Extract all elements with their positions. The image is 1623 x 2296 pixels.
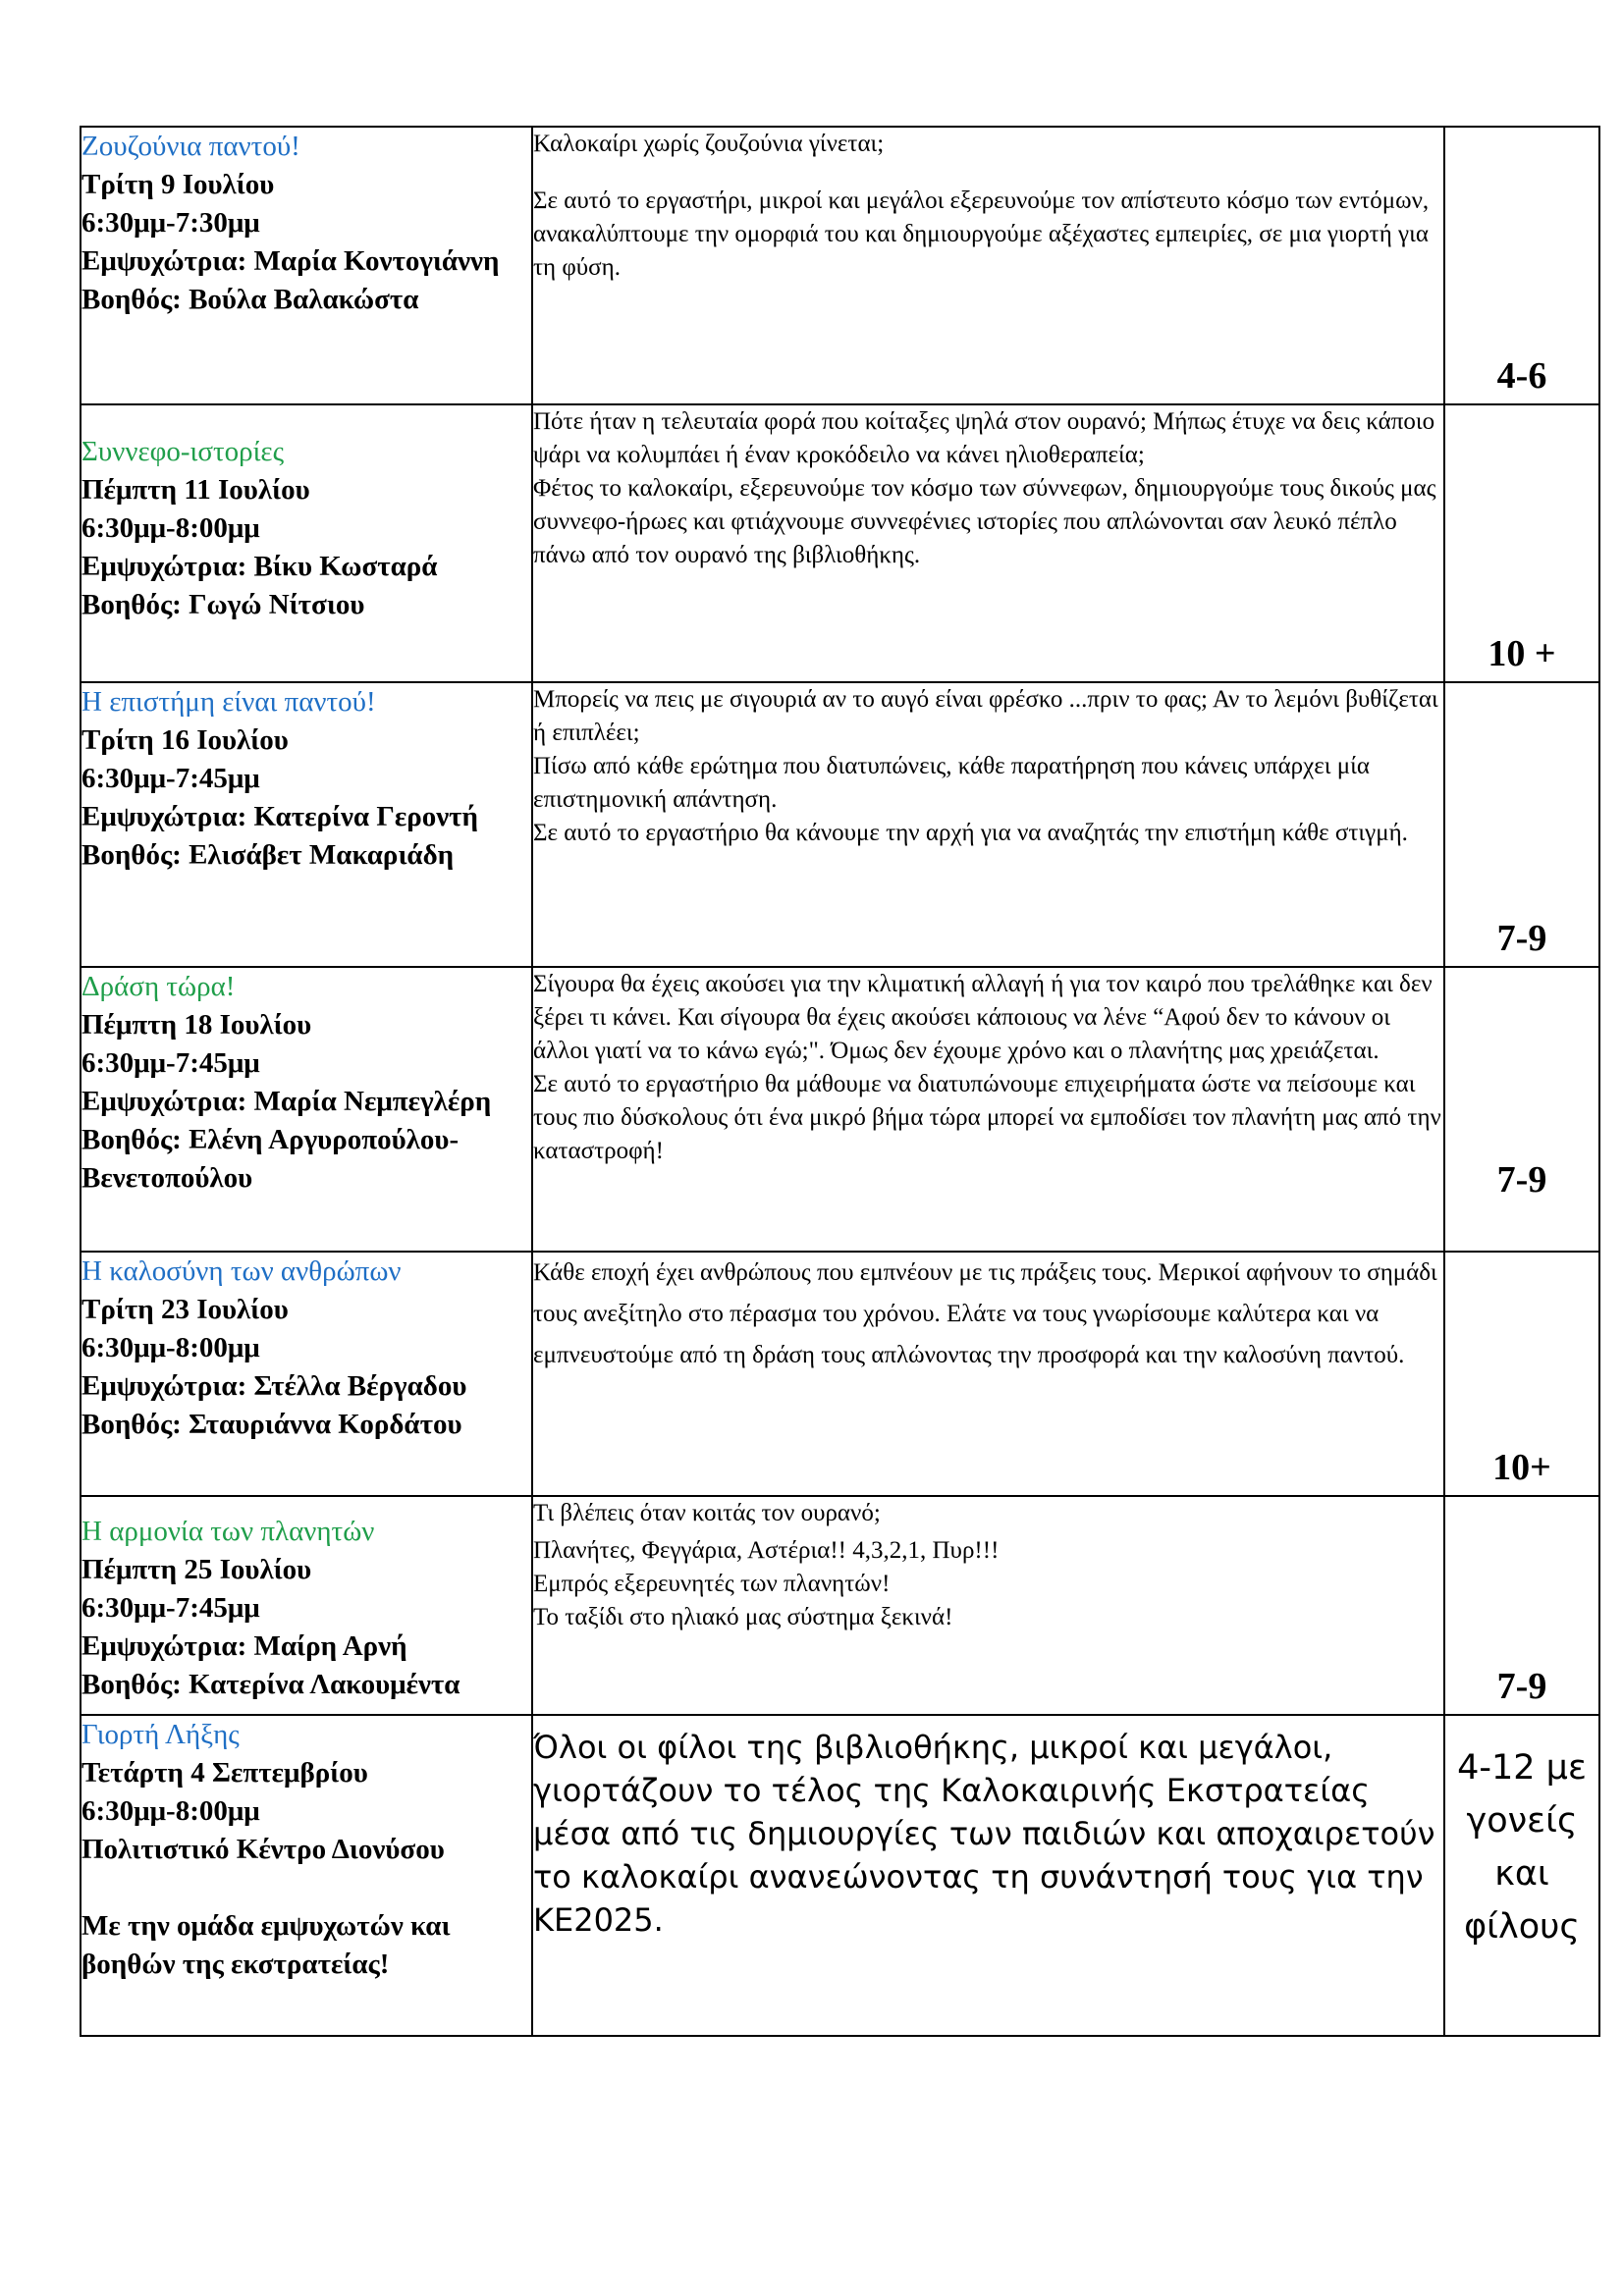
description-paragraph: Τι βλέπεις όταν κοιτάς τον ουρανό; — [533, 1500, 881, 1526]
workshop-assistant: Βοηθός: Γωγώ Νίτσιου — [81, 589, 365, 620]
closing-event-date: Τετάρτη 4 Σεπτεμβρίου — [81, 1757, 368, 1789]
age-range: 4-12 με γονείς και φίλους — [1457, 1748, 1587, 1947]
workshop-host: Εμψυχώτρια: Μαίρη Αρνή — [81, 1630, 407, 1662]
age-range: 7-9 — [1496, 1159, 1547, 1201]
workshop-description — [532, 127, 1444, 404]
closing-event-time: 6:30μμ-8:00μμ — [81, 1795, 260, 1827]
workshop-date: Τρίτη 23 Ιουλίου — [81, 1294, 289, 1325]
description-paragraph: Εμπρός εξερευνητές των πλανητών! — [533, 1571, 891, 1597]
description-paragraph: Σε αυτό το εργαστήριο θα κάνουμε την αρχή για να αναζητάς την επιστήμη κάθε στιγμή. — [533, 820, 1408, 846]
workshop-host: Εμψυχώτρια: Στέλλα Βέργαδου — [81, 1370, 467, 1402]
closing-event-description — [532, 1715, 1444, 2036]
description-paragraph: Πίσω από κάθε ερώτημα που διατυπώνεις, κάθε παρατήρηση που κάνεις υπάρχει μία επιστημονική απάντηση. — [533, 753, 1370, 813]
age-cell — [1444, 1252, 1599, 1496]
workshop-date: Πέμπτη 25 Ιουλίου — [81, 1554, 312, 1585]
workshop-info — [81, 127, 532, 404]
workshop-info — [81, 1496, 532, 1715]
age-cell — [1444, 127, 1599, 404]
closing-event-title: Γιορτή Λήξης — [81, 1719, 240, 1750]
workshop-title: Η αρμονία των πλανητών — [81, 1516, 375, 1547]
workshop-assistant: Βοηθός: Σταυριάννα Κορδάτου — [81, 1409, 462, 1440]
age-range: 10+ — [1492, 1447, 1551, 1488]
workshop-time: 6:30μμ-7:45μμ — [81, 1592, 260, 1624]
workshop-description — [532, 682, 1444, 967]
workshop-row — [81, 967, 1599, 1252]
workshop-time: 6:30μμ-7:45μμ — [81, 763, 260, 794]
workshop-title: Ζουζούνια παντού! — [81, 131, 300, 162]
workshop-title: Η καλοσύνη των ανθρώπων — [81, 1255, 402, 1287]
workshop-row — [81, 127, 1599, 404]
description-paragraph: Κάθε εποχή έχει ανθρώπους που εμπνέουν με τις πράξεις τους. Μερικοί αφήνουν το σημάδι τους ανεξίτηλο στο πέρασμα του χρόνου. Ελάτε να τους γνωρίσουμε καλύτερα και να εμπνευστούμε από τη δράση τους απλώνοντας την προσφορά και την καλοσύνη παντού. — [533, 1259, 1437, 1368]
age-cell — [1444, 1715, 1599, 2036]
workshop-title: Δράση τώρα! — [81, 971, 236, 1002]
workshop-row — [81, 404, 1599, 682]
description-paragraph: Μπορείς να πεις με σιγουριά αν το αυγό είναι φρέσκο ...πριν το φας; Αν το λεμόνι βυθίζεται ή επιπλέει; — [533, 686, 1438, 746]
age-range: 4-6 — [1496, 355, 1547, 397]
description-paragraph: Σίγουρα θα έχεις ακούσει για την κλιματική αλλαγή ή για τον καιρό που τρελάθηκε και δεν ξέρει τι κάνει. Και σίγουρα θα έχεις ακούσει κάποιους να λένε “Αφού δεν το κάνουν οι άλλοι γιατί να το κάνω εγώ;". Όμως δεν έχουμε χρόνο και ο πλανήτης μας χρειάζεται. — [533, 971, 1433, 1064]
workshop-time: 6:30μμ-7:45μμ — [81, 1047, 260, 1079]
age-cell — [1444, 967, 1599, 1252]
workshop-title: Η επιστήμη είναι παντού! — [81, 686, 376, 718]
workshop-description — [532, 1496, 1444, 1715]
workshop-info — [81, 967, 532, 1252]
workshop-date: Πέμπτη 11 Ιουλίου — [81, 474, 310, 506]
workshop-assistant: Βοηθός: Ελισάβετ Μακαριάδη — [81, 839, 455, 871]
closing-event-venue: Πολιτιστικό Κέντρο Διονύσου — [81, 1834, 445, 1865]
workshop-title: Συννεφο-ιστορίες — [81, 436, 285, 467]
age-range: 7-9 — [1496, 1666, 1547, 1707]
workshop-time: 6:30μμ-8:00μμ — [81, 512, 260, 544]
description-paragraph: Φέτος το καλοκαίρι, εξερευνούμε τον κόσμο των σύννεφων, δημιουργούμε τους δικούς μας συννεφο-ήρωες και φτιάχνουμε συννεφένιες ιστορίες που απλώνονται σαν λευκό πέπλο πάνω από τον ουρανό της βιβλιοθήκης. — [533, 475, 1436, 568]
workshop-date: Πέμπτη 18 Ιουλίου — [81, 1009, 312, 1041]
description-paragraph: Καλοκαίρι χωρίς ζουζούνια γίνεται; — [533, 131, 885, 157]
closing-event-info — [81, 1715, 532, 2036]
workshop-assistant: Βοηθός: Ελένη Αργυροπούλου-Βενετοπούλου — [81, 1124, 460, 1194]
workshop-info — [81, 1252, 532, 1496]
description-paragraph: Το ταξίδι στο ηλιακό μας σύστημα ξεκινά! — [533, 1604, 953, 1630]
age-range: 10 + — [1488, 633, 1556, 674]
workshop-assistant: Βοηθός: Βούλα Βαλακώστα — [81, 284, 419, 315]
workshop-date: Τρίτη 16 Ιουλίου — [81, 724, 289, 756]
workshop-description — [532, 967, 1444, 1252]
workshop-info — [81, 404, 532, 682]
closing-event-note: Με την ομάδα εμψυχωτών και βοηθών της εκστρατείας! — [81, 1910, 451, 1980]
workshop-date: Τρίτη 9 Ιουλίου — [81, 169, 275, 200]
workshop-host: Εμψυχώτρια: Βίκυ Κωσταρά — [81, 551, 438, 582]
workshop-time: 6:30μμ-8:00μμ — [81, 1332, 260, 1363]
workshop-row — [81, 1252, 1599, 1496]
age-cell — [1444, 404, 1599, 682]
workshop-host: Εμψυχώτρια: Μαρία Νεμπεγλέρη — [81, 1086, 492, 1117]
age-range: 7-9 — [1496, 918, 1547, 959]
description-paragraph: Σε αυτό το εργαστήρι, μικροί και μεγάλοι εξερευνούμε τον απίστευτο κόσμο των εντόμων, ανακαλύπτουμε την ομορφιά του και δημιουργούμε αξέχαστες εμπειρίες, σε μια γιορτή για τη φύση. — [533, 187, 1430, 281]
closing-event-row — [81, 1715, 1599, 2036]
age-cell — [1444, 1496, 1599, 1715]
workshop-row — [81, 1496, 1599, 1715]
workshop-description — [532, 404, 1444, 682]
age-cell — [1444, 682, 1599, 967]
workshop-description — [532, 1252, 1444, 1496]
workshop-time: 6:30μμ-7:30μμ — [81, 207, 260, 239]
workshop-schedule-table — [80, 126, 1600, 2037]
workshop-info — [81, 682, 532, 967]
description-paragraph: Πλανήτες, Φεγγάρια, Αστέρια!! 4,3,2,1, Πυρ!!! — [533, 1537, 1000, 1564]
description-paragraph: Σε αυτό το εργαστήριο θα μάθουμε να διατυπώνουμε επιχειρήματα ώστε να πείσουμε και τους πιο δύσκολους ότι ένα μικρό βήμα τώρα μπορεί να εμποδίσει τον πλανήτη μας από την καταστροφή! — [533, 1071, 1441, 1164]
workshop-assistant: Βοηθός: Κατερίνα Λακουμέντα — [81, 1669, 460, 1700]
workshop-host: Εμψυχώτρια: Μαρία Κοντογιάννη — [81, 245, 500, 277]
workshop-host: Εμψυχώτρια: Κατερίνα Γεροντή — [81, 801, 479, 832]
workshop-row — [81, 682, 1599, 967]
description-paragraph: Όλοι οι φίλοι της βιβλιοθήκης, μικροί και μεγάλοι, γιορτάζουν το τέλος της Καλοκαιρινής Εκστρατείας μέσα από τις δημιουργίες των παιδιών και αποχαιρετούν το καλοκαίρι ανανεώνοντας τη συνάντησή τους για την ΚΕ2025. — [533, 1729, 1435, 1939]
description-paragraph: Πότε ήταν η τελευταία φορά που κοίταξες ψηλά στον ουρανό; Μήπως έτυχε να δεις κάποιο ψάρι να κολυμπάει ή έναν κροκόδειλο να κάνει ηλιοθεραπεία; — [533, 408, 1435, 468]
